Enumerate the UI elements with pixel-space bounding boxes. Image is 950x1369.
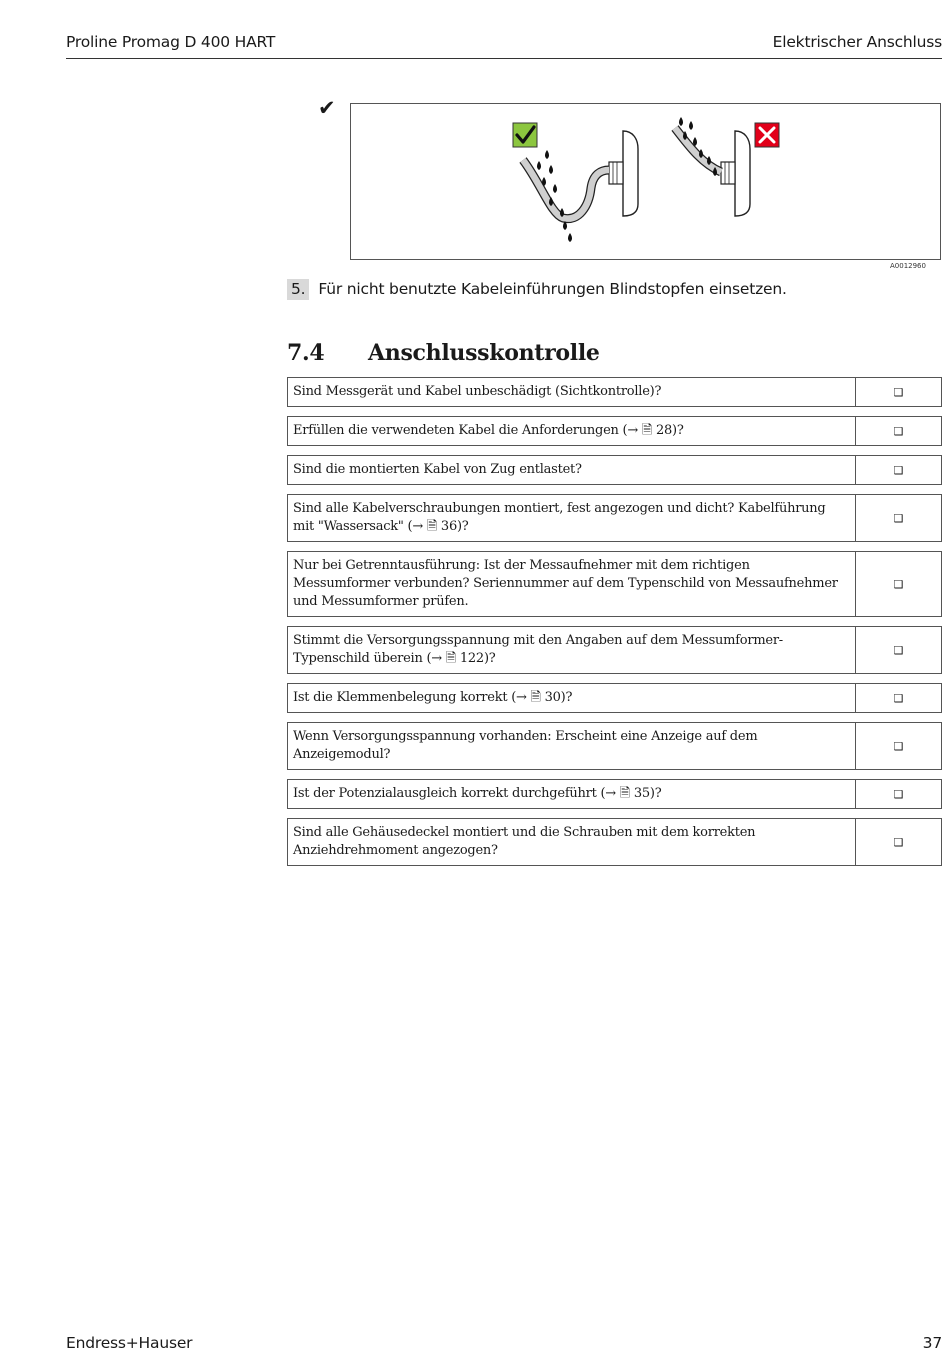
checklist-row — [287, 779, 942, 809]
checklist-question: Nur bei Getrenntausführung: Ist der Messaufnehmer mit dem richtigen Messumformer verbunden? Seriennummer auf dem Typenschild von Messaufnehmer und Messumformer prüfen. — [288, 552, 856, 616]
checkbox[interactable]: ❑ — [893, 385, 904, 399]
checklist-question: Wenn Versorgungsspannung vorhanden: Erscheint eine Anzeige auf dem Anzeigemodul? — [288, 723, 856, 769]
page-header — [66, 32, 942, 59]
section-number: 7.4 — [287, 340, 325, 366]
cable-water-trap-illustration — [351, 104, 940, 259]
step-text: Für nicht benutzte Kabeleinführungen Blindstopfen einsetzen. — [318, 280, 787, 298]
header-product-title: Proline Promag D 400 HART — [66, 33, 276, 51]
checkbox[interactable]: ❑ — [893, 424, 904, 438]
checkbox[interactable]: ❑ — [893, 691, 904, 705]
figure-id: A0012960 — [890, 262, 926, 270]
checkbox[interactable]: ❑ — [893, 643, 904, 657]
cable — [523, 160, 609, 219]
header-chapter-title: Elektrischer Anschluss — [772, 33, 942, 51]
checkbox[interactable]: ❑ — [893, 835, 904, 849]
checklist-question: Erfüllen die verwendeten Kabel die Anforderungen (→ 🗎 28)? — [288, 417, 856, 445]
checklist-row — [287, 683, 942, 713]
checklist-row — [287, 818, 942, 866]
checklist-row — [287, 494, 942, 542]
checkbox[interactable]: ❑ — [893, 739, 904, 753]
bad-example — [675, 117, 779, 216]
checklist-row — [287, 377, 942, 407]
checklist-row — [287, 455, 942, 485]
housing-wall — [735, 131, 750, 216]
section-title: Anschlusskontrolle — [368, 340, 600, 366]
checklist-question: Ist der Potenzialausgleich korrekt durchgeführt (→ 🗎 35)? — [288, 780, 856, 808]
step-number: 5. — [287, 279, 309, 300]
checklist-question: Sind die montierten Kabel von Zug entlastet? — [288, 456, 856, 484]
good-example — [513, 123, 638, 242]
footer-company: Endress+Hauser — [66, 1334, 193, 1352]
housing-wall — [623, 131, 638, 216]
checklist-row — [287, 722, 942, 770]
checklist-question: Ist die Klemmenbelegung korrekt (→ 🗎 30)? — [288, 684, 856, 712]
checkbox[interactable]: ❑ — [893, 577, 904, 591]
cable-entry-figure — [350, 103, 941, 260]
figure-marker-checkmark: ✔ — [318, 96, 336, 120]
page-number: 37 — [922, 1334, 942, 1352]
checklist-row — [287, 626, 942, 674]
checklist-row — [287, 551, 942, 617]
checklist-row — [287, 416, 942, 446]
section-heading — [287, 340, 600, 366]
instruction-step — [287, 279, 787, 300]
checkbox[interactable]: ❑ — [893, 787, 904, 801]
checkbox[interactable]: ❑ — [893, 463, 904, 477]
checklist-question: Sind Messgerät und Kabel unbeschädigt (Sichtkontrolle)? — [288, 378, 856, 406]
cable-gland — [609, 162, 623, 184]
checklist-question: Sind alle Gehäusedeckel montiert und die Schrauben mit dem korrekten Anziehdrehmoment angezogen? — [288, 819, 856, 865]
checklist-question: Stimmt die Versorgungsspannung mit den Angaben auf dem Messumformer-Typenschild überein (→ 🗎 122)? — [288, 627, 856, 673]
connection-checklist — [287, 377, 942, 875]
checklist-question: Sind alle Kabelverschraubungen montiert, fest angezogen und dicht? Kabelführung mit "Wassersack" (→ 🗎 36)? — [288, 495, 856, 541]
cable-gland — [721, 162, 735, 184]
checkbox[interactable]: ❑ — [893, 511, 904, 525]
